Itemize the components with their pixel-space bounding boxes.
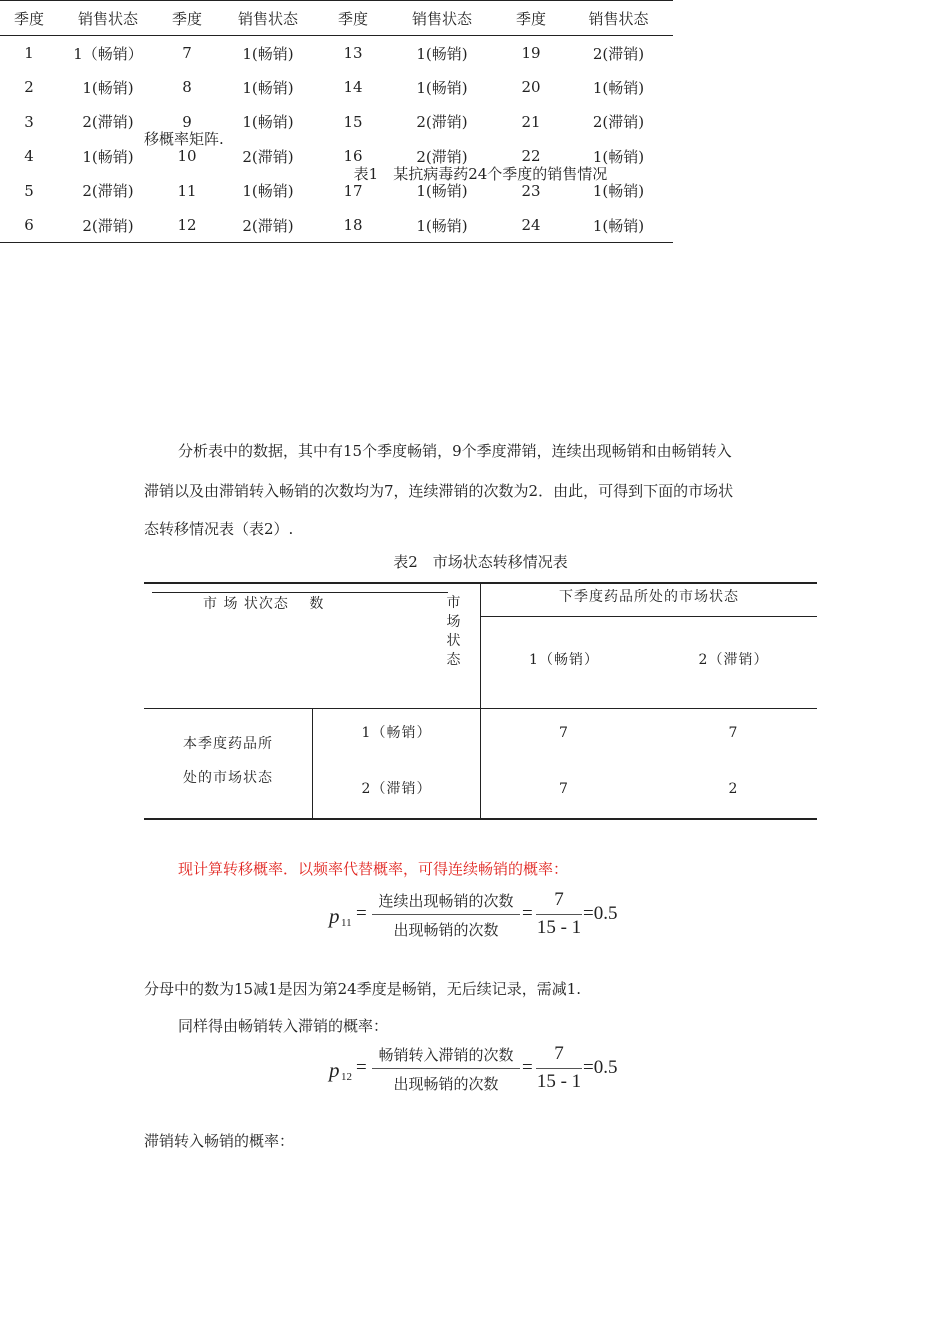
- table1-header: 季度: [0, 1, 58, 36]
- table2-corner-char: 状: [446, 633, 462, 649]
- table-cell: 1(畅销): [592, 78, 645, 97]
- similar-line: 同样得由畅销转入滞销的概率：: [178, 1017, 389, 1035]
- table-cell: 19: [521, 44, 541, 62]
- formula1-numerator-text: 连续出现畅销的次数: [378, 892, 514, 910]
- formula2-denominator-text: 出现畅销的次数: [393, 1075, 499, 1093]
- table-cell: 1(畅销): [416, 78, 468, 97]
- last-line: 滞销转入畅销的概率：: [144, 1132, 295, 1150]
- table2-row2-label: 2（滞销）: [361, 781, 432, 797]
- formula2-result: =0.5: [583, 1057, 618, 1078]
- formula2-equals-2: =: [522, 1057, 533, 1078]
- formula1-equals-2: =: [522, 903, 533, 924]
- table-cell: 2(滞销): [416, 147, 468, 166]
- note-line: 分母中的数为15减1是因为第24季度是畅销，无后续记录，需减1.: [144, 980, 582, 998]
- table-cell: 4: [24, 147, 34, 166]
- intro-line: 移概率矩阵.: [144, 130, 224, 148]
- table2-col2-header: 2（滞销）: [698, 652, 769, 668]
- table-cell: 6: [24, 216, 34, 234]
- table-cell: 18: [343, 216, 363, 234]
- analysis-line-2: 滞销以及由滞销转入畅销的次数均为7，连续滞销的次数为2．由此，可得到下面的市场状: [144, 482, 734, 500]
- table2-corner-top: 市 场 状次态 数: [203, 596, 325, 612]
- analysis-line-3: 态转移情况表（表2）.: [144, 520, 294, 538]
- formula2-equals: =: [356, 1057, 367, 1078]
- formula2-denominator-num: 15 - 1: [536, 1071, 582, 1092]
- sales-table: [0, 0, 673, 243]
- formula1-denominator-text: 出现畅销的次数: [393, 921, 499, 939]
- formula2-sub: 12: [341, 1071, 352, 1083]
- table1-header-row: [0, 1, 673, 36]
- formula2-fraction-bar: [372, 1068, 520, 1069]
- table-cell: 2(滞销): [416, 113, 468, 132]
- table-cell: 2(滞销): [82, 216, 134, 235]
- table1-header: 销售状态: [564, 1, 673, 36]
- table-cell: 13: [343, 44, 363, 62]
- table-cell: 2(滞销): [82, 182, 134, 201]
- table2-cell: 7: [559, 781, 569, 797]
- table2-subheader-divider: [481, 616, 817, 617]
- analysis-line-1: 分析表中的数据，其中有15个季度畅销，9个季度滞销，连续出现畅销和由畅销转入: [178, 442, 732, 460]
- table-cell: 1(畅销): [242, 78, 294, 97]
- table-cell: 3: [24, 112, 34, 131]
- table-cell: 1(畅销): [242, 182, 294, 201]
- table2-row1-label: 1（畅销）: [361, 725, 432, 741]
- formula2-numerator-num: 7: [554, 1043, 564, 1064]
- table-cell: 2(滞销): [592, 44, 645, 63]
- formula1-numerator-num: 7: [554, 889, 564, 910]
- table-cell: 23: [521, 181, 541, 200]
- table-cell: 2(滞销): [242, 216, 294, 235]
- table-cell: 17: [343, 181, 363, 200]
- table2-corner-right: [446, 594, 462, 670]
- table2-caption: 表2 市场状态转移情况表: [393, 553, 568, 571]
- formula1-sub: 11: [341, 917, 352, 929]
- formula2-numerator-text: 畅销转入滞销的次数: [378, 1046, 514, 1064]
- table1-header: 季度: [158, 1, 216, 36]
- table-cell: 1(畅销): [82, 78, 134, 97]
- table1-header: 季度: [498, 1, 564, 36]
- table-cell: 8: [182, 78, 192, 97]
- table2-corner-rule: [152, 592, 448, 593]
- table2-row-header-line2: 处的市场状态: [183, 770, 273, 786]
- table1-header: 销售状态: [216, 1, 320, 36]
- table2-header-divider: [144, 708, 817, 709]
- table-cell: 1(畅销): [592, 147, 645, 166]
- formula1-denominator-num: 15 - 1: [536, 917, 582, 938]
- table-cell: 1(畅销): [242, 113, 294, 132]
- formula1-result: =0.5: [583, 903, 618, 924]
- table-cell: 21: [521, 112, 541, 131]
- table-cell: 1（畅销）: [73, 44, 143, 63]
- table2-row-header-line1: 本季度药品所: [183, 736, 273, 752]
- table1-header: 销售状态: [58, 1, 158, 36]
- table2-corner-char: 场: [446, 614, 462, 630]
- table-cell: 1(畅销): [592, 216, 645, 235]
- table-cell: 1(畅销): [416, 182, 468, 201]
- table-cell: 2(滞销): [242, 147, 294, 166]
- formula1-fraction-bar: [372, 914, 520, 915]
- table-cell: 16: [343, 147, 363, 166]
- table-cell: 10: [177, 147, 197, 166]
- table-cell: 2: [24, 78, 34, 97]
- formula2-num-bar: [536, 1068, 582, 1069]
- table-row: [0, 70, 673, 105]
- table1-caption: 表1 某抗病毒药24个季度的销售情况: [353, 165, 608, 183]
- table-cell: 1(畅销): [592, 182, 645, 201]
- table-cell: 12: [177, 216, 197, 234]
- table-cell: 11: [177, 181, 197, 200]
- table-cell: 5: [24, 181, 34, 200]
- table-row: [0, 105, 673, 140]
- table-cell: 9: [182, 112, 192, 131]
- table-cell: 1(畅销): [416, 44, 468, 63]
- table-cell: 20: [521, 78, 541, 97]
- table-cell: 1(畅销): [242, 44, 294, 63]
- table-cell: 7: [182, 44, 192, 62]
- table-cell: 2(滞销): [82, 113, 134, 132]
- table-cell: 1(畅销): [416, 216, 468, 235]
- table2-cell: 2: [728, 781, 739, 797]
- table-cell: 1(畅销): [82, 147, 134, 166]
- table-cell: 22: [521, 147, 541, 166]
- table-cell: 1: [24, 44, 34, 62]
- table1-header: 销售状态: [386, 1, 498, 36]
- table-cell: 2(滞销): [592, 113, 645, 132]
- table2-cell: 7: [559, 725, 569, 741]
- table2-cell: 7: [728, 725, 739, 741]
- highlight-line: 现计算转移概率．以频率代替概率，可得连续畅销的概率：: [178, 860, 569, 878]
- table1-header: 季度: [320, 1, 386, 36]
- table-row: [0, 36, 673, 71]
- formula1-var: p: [329, 904, 340, 928]
- table2-corner-char: 市: [446, 595, 462, 611]
- table-cell: 24: [521, 216, 541, 234]
- table2-next-header: 下季度药品所处的市场状态: [559, 589, 739, 605]
- table-cell: 14: [343, 78, 363, 97]
- formula2-var: p: [329, 1058, 340, 1082]
- table-row: [0, 208, 673, 243]
- formula1-equals: =: [356, 903, 367, 924]
- table2-col1-header: 1（畅销）: [529, 652, 599, 668]
- formula1-num-bar: [536, 914, 582, 915]
- table-cell: 15: [343, 112, 363, 131]
- table2-corner-char: 态: [446, 652, 462, 668]
